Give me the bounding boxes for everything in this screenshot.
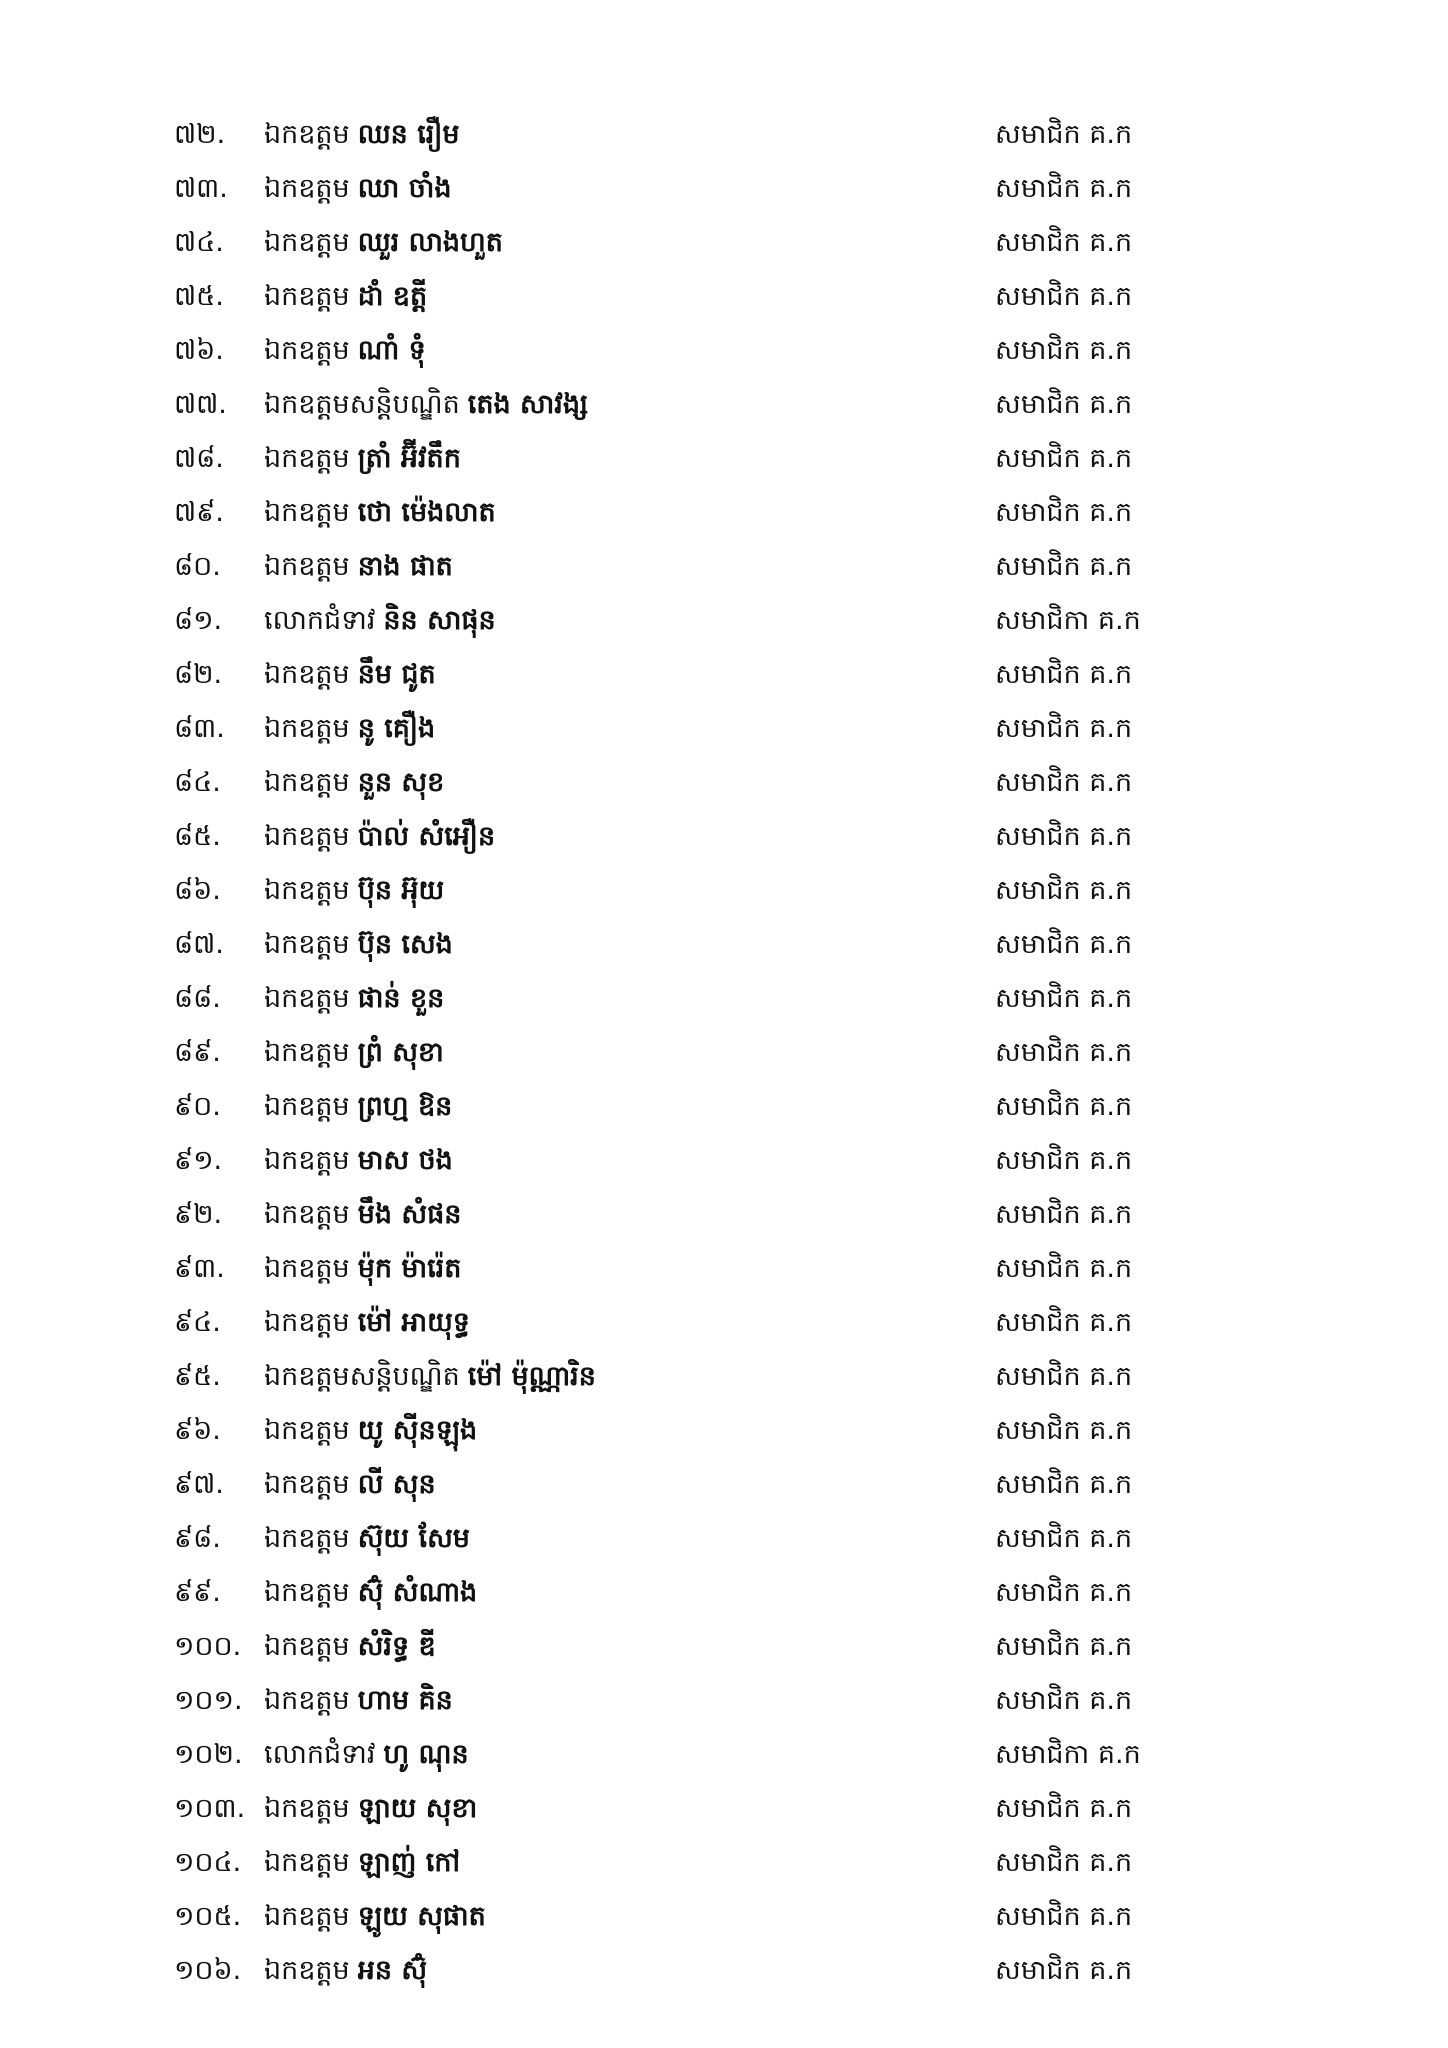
member-number: ១០៤.	[174, 1847, 242, 1878]
member-name: សំរិទ្ធ ឌី	[357, 1631, 436, 1662]
member-honorific: ឯកឧត្តម	[264, 119, 350, 150]
member-role: សមាជិក គ.ក	[995, 1955, 1133, 1986]
member-title-and-name	[264, 216, 503, 270]
member-title-and-name	[264, 1404, 477, 1458]
member-honorific: ឯកឧត្តម	[264, 227, 350, 258]
member-number: ៨៩.	[174, 1037, 221, 1068]
member-honorific: ឯកឧត្តម	[264, 1415, 350, 1446]
member-number: ៨២.	[174, 659, 223, 690]
member-row	[174, 810, 1174, 864]
member-name: ប៉ាល់ សំអឿន	[357, 821, 496, 852]
member-row	[174, 648, 1174, 702]
member-honorific: ឯកឧត្តម	[264, 1469, 350, 1500]
member-number: ៩៣.	[174, 1253, 225, 1284]
member-name: ហូ ណុន	[383, 1739, 469, 1770]
member-name: នូ គឿង	[357, 713, 436, 744]
member-row	[174, 972, 1174, 1026]
member-honorific: ឯកឧត្តម	[264, 173, 350, 204]
member-title-and-name	[264, 972, 444, 1026]
member-honorific: លោកជំទាវ	[264, 1739, 376, 1770]
member-name: ហាម គិន	[357, 1685, 453, 1716]
member-role: សមាជិកា គ.ក	[995, 1739, 1141, 1770]
member-role: សមាជិក គ.ក	[995, 1199, 1133, 1230]
member-title-and-name	[264, 324, 426, 378]
member-number: ៨០.	[174, 551, 221, 582]
member-row	[174, 1458, 1174, 1512]
member-honorific: ឯកឧត្តម	[264, 1901, 350, 1932]
member-role: សមាជិក គ.ក	[995, 767, 1133, 798]
member-title-and-name	[264, 1134, 453, 1188]
member-title-and-name	[264, 540, 453, 594]
member-honorific: ឯកឧត្តម	[264, 767, 350, 798]
member-role: សមាជិក គ.ក	[995, 821, 1133, 852]
member-title-and-name	[264, 1350, 596, 1404]
member-honorific: ឯកឧត្តម	[264, 1631, 350, 1662]
member-list	[174, 108, 1174, 1998]
member-role: សមាជិក គ.ក	[995, 1631, 1133, 1662]
member-role: សមាជិក គ.ក	[995, 497, 1133, 528]
member-title-and-name	[264, 1674, 453, 1728]
member-role: សមាជិក គ.ក	[995, 1037, 1133, 1068]
member-name: ឡាញ់ កៅ	[357, 1847, 461, 1878]
member-number: ៨៦.	[174, 875, 221, 906]
member-number: ៨៨.	[174, 983, 221, 1014]
member-title-and-name	[264, 864, 444, 918]
member-honorific: ឯកឧត្តម	[264, 281, 350, 312]
member-title-and-name	[264, 1836, 460, 1890]
member-number: ៧២.	[174, 119, 226, 150]
member-honorific: ឯកឧត្តម	[264, 335, 350, 366]
member-title-and-name	[264, 270, 427, 324]
member-row	[174, 1674, 1174, 1728]
member-row	[174, 1782, 1174, 1836]
member-title-and-name	[264, 1188, 461, 1242]
member-name: ប៊ុន សេង	[357, 929, 453, 960]
member-row	[174, 324, 1174, 378]
member-row	[174, 1890, 1174, 1944]
member-honorific: ឯកឧត្តម	[264, 983, 350, 1014]
member-number: ៨៣.	[174, 713, 225, 744]
member-honorific: ឯកឧត្តមសន្តិបណ្ឌិត	[264, 389, 460, 420]
member-role: សមាជិក គ.ក	[995, 659, 1133, 690]
member-role: សមាជិក គ.ក	[995, 1523, 1133, 1554]
member-name: ប៊ុន អ៊ុយ	[357, 875, 445, 906]
member-honorific: ឯកឧត្តម	[264, 821, 350, 852]
member-number: ៩១.	[174, 1145, 223, 1176]
member-row	[174, 1944, 1174, 1998]
member-title-and-name	[264, 1242, 461, 1296]
member-role: សមាជិក គ.ក	[995, 1415, 1133, 1446]
member-honorific: ឯកឧត្តម	[264, 1955, 350, 1986]
member-row	[174, 540, 1174, 594]
member-name: យូ ស៊ីនឡុង	[357, 1415, 478, 1446]
member-title-and-name	[264, 432, 461, 486]
member-number: ៧៤.	[174, 227, 224, 258]
member-row	[174, 486, 1174, 540]
member-name: ព្រំ សុខា	[357, 1037, 444, 1068]
member-title-and-name	[264, 1566, 477, 1620]
member-name: តេង សាវង្ស	[467, 389, 589, 420]
member-name: មឹង សំផន	[357, 1199, 462, 1230]
member-title-and-name	[264, 1026, 444, 1080]
member-role: សមាជិក គ.ក	[995, 1577, 1133, 1608]
member-row	[174, 162, 1174, 216]
member-name: និន សាផុន	[383, 605, 496, 636]
member-title-and-name	[264, 486, 496, 540]
member-role: សមាជិក គ.ក	[995, 227, 1133, 258]
member-honorific: ឯកឧត្តម	[264, 551, 350, 582]
member-row	[174, 1296, 1174, 1350]
member-role: សមាជិក គ.ក	[995, 389, 1133, 420]
member-number: ៩៧.	[174, 1469, 224, 1500]
member-honorific: ឯកឧត្តម	[264, 1685, 350, 1716]
member-number: ១០៦.	[174, 1955, 242, 1986]
member-number: ៩៨.	[174, 1523, 221, 1554]
member-row	[174, 1620, 1174, 1674]
member-role: សមាជិក គ.ក	[995, 929, 1133, 960]
member-row	[174, 756, 1174, 810]
member-row	[174, 1188, 1174, 1242]
member-row	[174, 1836, 1174, 1890]
member-title-and-name	[264, 1944, 427, 1998]
member-row	[174, 216, 1174, 270]
member-role: សមាជិក គ.ក	[995, 1307, 1133, 1338]
member-row	[174, 1512, 1174, 1566]
member-number: ៨៤.	[174, 767, 221, 798]
member-name: អន ស៊ុំ	[357, 1955, 428, 1986]
member-honorific: ឯកឧត្តម	[264, 497, 350, 528]
member-role: សមាជិក គ.ក	[995, 1091, 1133, 1122]
member-title-and-name	[264, 1728, 469, 1782]
member-role: សមាជិក គ.ក	[995, 281, 1133, 312]
member-number: ៧៦.	[174, 335, 224, 366]
member-role: សមាជិក គ.ក	[995, 1793, 1133, 1824]
member-name: ស៊ុំ សំណាង	[357, 1577, 478, 1608]
member-number: ១០៥.	[174, 1901, 242, 1932]
member-name: ដាំ ឧត្តី	[357, 281, 428, 312]
member-row	[174, 432, 1174, 486]
member-number: ១០១.	[174, 1685, 243, 1716]
member-number: ៩៦.	[174, 1415, 221, 1446]
member-name: ឈន រឿម	[357, 119, 460, 150]
member-role: សមាជិក គ.ក	[995, 119, 1133, 150]
member-role: សមាជិក គ.ក	[995, 551, 1133, 582]
member-row	[174, 1728, 1174, 1782]
member-role: សមាជិក គ.ក	[995, 713, 1133, 744]
member-number: ១០២.	[174, 1739, 243, 1770]
member-honorific: ឯកឧត្តម	[264, 1523, 350, 1554]
member-title-and-name	[264, 1512, 470, 1566]
member-number: ៩៥.	[174, 1361, 221, 1392]
member-title-and-name	[264, 378, 588, 432]
member-honorific: ឯកឧត្តម	[264, 1037, 350, 1068]
member-role: សមាជិក គ.ក	[995, 1253, 1133, 1284]
member-role: សមាជិក គ.ក	[995, 1847, 1133, 1878]
member-honorific: ឯកឧត្តម	[264, 1091, 350, 1122]
member-name: នាង ផាត	[357, 551, 453, 582]
member-row	[174, 1242, 1174, 1296]
member-title-and-name	[264, 810, 495, 864]
member-number: ១០០.	[174, 1631, 242, 1662]
member-honorific: ឯកឧត្តម	[264, 1577, 350, 1608]
member-number: ៧៨.	[174, 443, 224, 474]
member-honorific: ឯកឧត្តម	[264, 1793, 350, 1824]
member-row	[174, 1134, 1174, 1188]
member-title-and-name	[264, 702, 435, 756]
member-row	[174, 918, 1174, 972]
member-number: ៩៩.	[174, 1577, 221, 1608]
member-number: ៧៣.	[174, 173, 228, 204]
member-title-and-name	[264, 1458, 436, 1512]
member-title-and-name	[264, 162, 451, 216]
member-row	[174, 864, 1174, 918]
member-title-and-name	[264, 648, 436, 702]
member-role: សមាជិក គ.ក	[995, 173, 1133, 204]
member-honorific: ឯកឧត្តម	[264, 875, 350, 906]
member-row	[174, 108, 1174, 162]
member-role: សមាជិក គ.ក	[995, 443, 1133, 474]
member-role: សមាជិក គ.ក	[995, 983, 1133, 1014]
member-row	[174, 378, 1174, 432]
member-number: ៧៩.	[174, 497, 224, 528]
member-role: សមាជិក គ.ក	[995, 1145, 1133, 1176]
member-role: សមាជិក គ.ក	[995, 875, 1133, 906]
member-title-and-name	[264, 756, 444, 810]
member-role: សមាជិក គ.ក	[995, 335, 1133, 366]
member-honorific: ឯកឧត្តម	[264, 929, 350, 960]
member-row	[174, 702, 1174, 756]
member-name: ម៉ុក ម៉ារ៉េត	[357, 1253, 462, 1284]
member-name: ថោ ម៉េងលាត	[357, 497, 496, 528]
member-name: ម៉ៅ ម៉ុណ្ណារិន	[467, 1361, 596, 1392]
member-name: ត្រាំ អ៊ីវតឹក	[357, 443, 461, 474]
member-name: ស៊ុយ សែម	[357, 1523, 470, 1554]
member-honorific: ឯកឧត្តម	[264, 443, 350, 474]
member-name: ផាន់ ខួន	[357, 983, 445, 1014]
member-row	[174, 594, 1174, 648]
member-honorific: ឯកឧត្តម	[264, 1307, 350, 1338]
member-role: សមាជិក គ.ក	[995, 1685, 1133, 1716]
member-title-and-name	[264, 1782, 477, 1836]
member-title-and-name	[264, 1296, 470, 1350]
member-row	[174, 1080, 1174, 1134]
member-honorific: ឯកឧត្តម	[264, 659, 350, 690]
member-name: ឈួរ លាងហួត	[357, 227, 503, 258]
member-name: ឡូយ សុផាត	[357, 1901, 486, 1932]
member-title-and-name	[264, 1890, 486, 1944]
member-name: ណាំ ទុំ	[357, 335, 426, 366]
member-name: នឹម ជូត	[357, 659, 436, 690]
member-honorific: លោកជំទាវ	[264, 605, 376, 636]
member-title-and-name	[264, 1080, 452, 1134]
member-role: សមាជិក គ.ក	[995, 1469, 1133, 1500]
member-number: ១០៣.	[174, 1793, 246, 1824]
member-name: ឈា ចាំង	[357, 173, 452, 204]
member-honorific: ឯកឧត្តមសន្តិបណ្ឌិត	[264, 1361, 460, 1392]
member-role: សមាជិក គ.ក	[995, 1901, 1133, 1932]
member-honorific: ឯកឧត្តម	[264, 1145, 350, 1176]
member-number: ៧៥.	[174, 281, 224, 312]
member-honorific: ឯកឧត្តម	[264, 713, 350, 744]
member-row	[174, 1404, 1174, 1458]
member-name: មាស ថង	[357, 1145, 453, 1176]
member-title-and-name	[264, 594, 496, 648]
member-row	[174, 1026, 1174, 1080]
member-title-and-name	[264, 1620, 436, 1674]
member-honorific: ឯកឧត្តម	[264, 1847, 350, 1878]
member-row	[174, 1566, 1174, 1620]
member-number: ៨៧.	[174, 929, 224, 960]
member-name: ព្រហ្ម ឱន	[357, 1091, 453, 1122]
member-number: ៩៤.	[174, 1307, 221, 1338]
member-row	[174, 1350, 1174, 1404]
member-name: នួន សុខ	[357, 767, 445, 798]
member-number: ៨១.	[174, 605, 223, 636]
member-title-and-name	[264, 108, 460, 162]
member-number: ៨៥.	[174, 821, 221, 852]
member-number: ៩០.	[174, 1091, 221, 1122]
member-row	[174, 270, 1174, 324]
member-role: សមាជិក គ.ក	[995, 1361, 1133, 1392]
member-name: ឡាយ សុខា	[357, 1793, 478, 1824]
member-honorific: ឯកឧត្តម	[264, 1199, 350, 1230]
member-name: ម៉ៅ អាយុទ្ធ	[357, 1307, 470, 1338]
member-role: សមាជិកា គ.ក	[995, 605, 1141, 636]
member-title-and-name	[264, 918, 453, 972]
member-number: ៧៧.	[174, 389, 227, 420]
member-honorific: ឯកឧត្តម	[264, 1253, 350, 1284]
member-number: ៩២.	[174, 1199, 223, 1230]
member-name: លី សុន	[357, 1469, 436, 1500]
